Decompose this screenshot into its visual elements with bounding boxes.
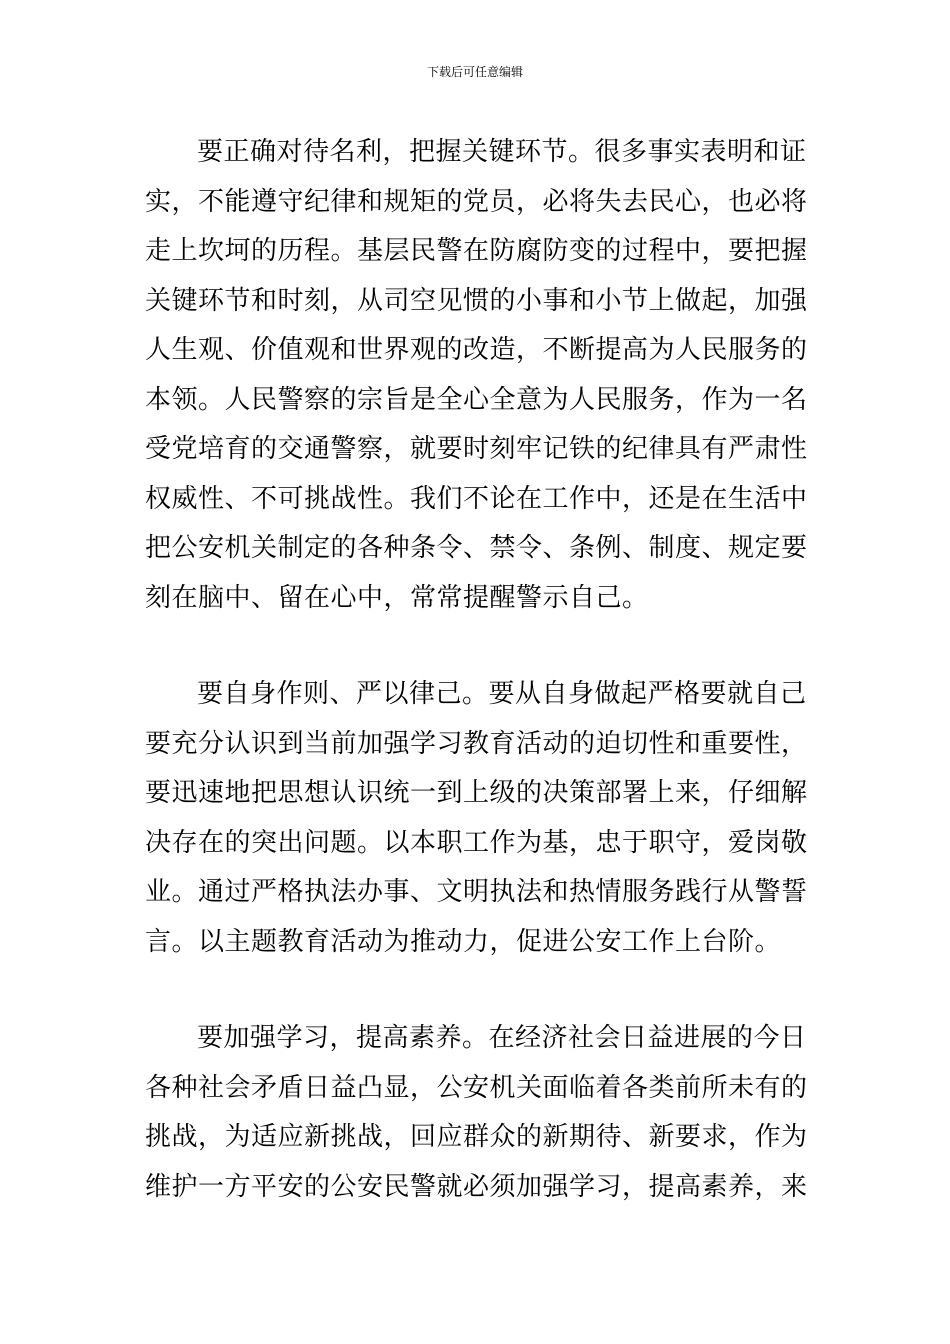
text-line: 要正确对待名利，把握关键环节。很多事实表明和证 [197, 137, 807, 167]
text-line: 走上坎坷的历程。基层民警在防腐防变的过程中，要把握 [145, 236, 808, 266]
text-line: 挑战，为适应新挑战，回应群众的新期待、新要求，作为 [145, 1122, 808, 1152]
text-line: 决存在的突出问题。以本职工作为基，忠于职守，爱岗敬 [145, 827, 808, 858]
paragraph-3 [145, 1014, 808, 1212]
text-line: 业。通过严格执法办事、文明执法和热情服务践行从警誓 [145, 877, 808, 907]
text-line: 各种社会矛盾日益凸显，公安机关面临着各类前所未有的 [145, 1072, 808, 1103]
paragraph-2 [145, 670, 808, 967]
paragraph-1 [145, 128, 808, 623]
text-line: 本领。人民警察的宗旨是全心全意为人民服务，作为一名 [145, 384, 808, 415]
text-line: 权威性、不可挑战性。我们不论在工作中，还是在生活中 [145, 483, 808, 514]
text-line: 维护一方平安的公安民警就必须加强学习，提高素养，来 [145, 1171, 808, 1202]
page-header: 下载后可任意编辑 [426, 65, 523, 79]
text-line: 要自身作则、严以律己。要从自身做起严格要就自己 [197, 679, 807, 709]
text-line: 关键环节和时刻，从司空见惯的小事和小节上做起，加强 [145, 285, 808, 316]
text-line: 要充分认识到当前加强学习教育活动的迫切性和重要性， [145, 728, 808, 759]
text-line: 人生观、价值观和世界观的改造，不断提高为人民服务的 [145, 335, 808, 365]
text-line: 刻在脑中、留在心中，常常提醒警示自己。 [145, 582, 649, 613]
text-line: 要加强学习，提高素养。在经济社会日益进展的今日 [197, 1023, 807, 1053]
text-line: 受党培育的交通警察，就要时刻牢记铁的纪律具有严肃性 [145, 434, 808, 464]
document-body [145, 128, 808, 1212]
text-line: 要迅速地把思想认识统一到上级的决策部署上来，仔细解 [145, 778, 808, 808]
text-line: 言。以主题教育活动为推动力，促进公安工作上台阶。 [145, 926, 782, 957]
text-line: 把公安机关制定的各种条令、禁令、条例、制度、规定要 [145, 533, 808, 563]
text-line: 实，不能遵守纪律和规矩的党员，必将失去民心，也必将 [145, 186, 808, 217]
